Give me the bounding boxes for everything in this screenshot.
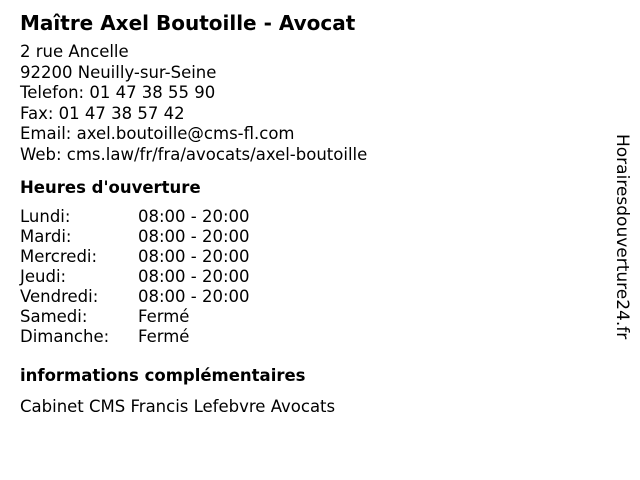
hours-day: Vendredi: — [20, 287, 99, 306]
hours-time: 08:00 - 20:00 — [138, 227, 250, 246]
hours-time: 08:00 - 20:00 — [138, 267, 250, 286]
hours-day: Jeudi: — [20, 267, 67, 286]
address-block — [20, 42, 580, 165]
side-watermark-text: Horairesdouverture24.fr — [612, 134, 632, 340]
hours-row-wednesday — [20, 247, 580, 267]
additional-info-heading: informations complémentaires — [20, 366, 306, 385]
hours-time: 08:00 - 20:00 — [138, 247, 250, 266]
address-street: 2 rue Ancelle — [20, 42, 129, 61]
hours-row-sunday — [20, 327, 580, 347]
opening-hours-heading: Heures d'ouverture — [20, 178, 201, 197]
side-watermark — [612, 134, 634, 348]
additional-info-text: Cabinet CMS Francis Lefebvre Avocats — [20, 397, 336, 416]
hours-time: Fermé — [138, 307, 190, 326]
hours-day: Mercredi: — [20, 247, 98, 266]
hours-day: Dimanche: — [20, 327, 110, 346]
page-title: Maître Axel Boutoille - Avocat — [20, 11, 356, 35]
hours-time: Fermé — [138, 327, 190, 346]
hours-row-thursday — [20, 267, 580, 287]
opening-hours-table — [20, 207, 580, 347]
address-city: 92200 Neuilly-sur-Seine — [20, 62, 217, 82]
hours-row-friday — [20, 287, 580, 307]
web-line: Web: cms.law/fr/fra/avocats/axel-boutoille — [20, 144, 368, 164]
hours-row-monday — [20, 207, 580, 227]
hours-row-tuesday — [20, 227, 580, 247]
hours-time: 08:00 - 20:00 — [138, 287, 250, 306]
content — [20, 8, 580, 418]
hours-day: Samedi: — [20, 307, 88, 326]
phone-line: Telefon: 01 47 38 55 90 — [20, 83, 216, 102]
fax-line: Fax: 01 47 38 57 42 — [20, 103, 185, 123]
hours-row-saturday — [20, 307, 580, 327]
email-line: Email: axel.boutoille@cms-fl.com — [20, 124, 295, 143]
hours-time: 08:00 - 20:00 — [138, 207, 250, 226]
hours-day: Lundi: — [20, 207, 71, 226]
hours-day: Mardi: — [20, 227, 72, 246]
